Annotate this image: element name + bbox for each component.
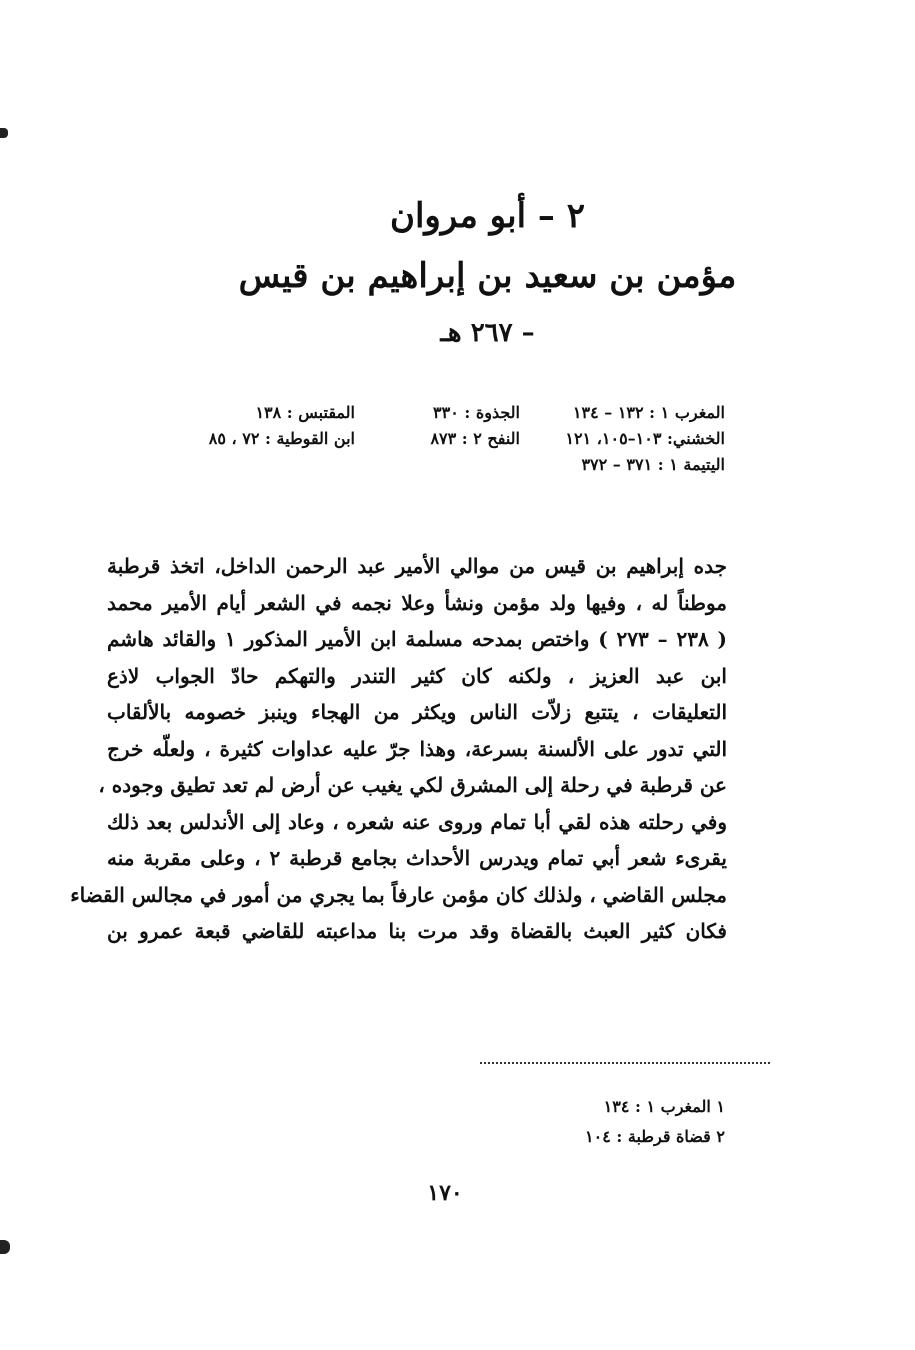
entry-death-year: – ٢٦٧ هـ: [440, 318, 535, 348]
source-ref: المقتبس : ١٣٨: [255, 403, 355, 422]
sources-row: [125, 452, 725, 478]
text-line: مجلس القاضي ، ولذلك كان مؤمن عارفاً بما يجري من أمور في مجالس القضاء: [70, 882, 727, 907]
source-ref: اليتيمة ١ : ٣٧١ – ٣٧٢: [581, 455, 725, 474]
footnotes: [325, 1092, 725, 1152]
text-line: ابن عبد العزيز ، ولكنه كان كثير التندر والتهكم حادّ الجواب لاذع: [107, 663, 727, 688]
sources-row: [125, 400, 725, 426]
source-ref: الخشني: ١٠٣–١٠٥، ١٢١: [565, 429, 725, 448]
page-number: ١٧٠: [427, 1180, 463, 1206]
source-ref: [125, 452, 355, 478]
text-line: ( ٢٣٨ – ٢٧٣ ) واختص بمدحه مسلمة ابن الأمير المذكور ١ والقائد هاشم: [107, 627, 727, 651]
scan-edge-mark: [0, 128, 8, 138]
text-line: عن قرطبة في رحلة إلى المشرق لكي يغيب عن أرض لم تعد تطيق وجوده ،: [98, 773, 727, 797]
text-line: التي تدور على الألسنة بسرعة، وهذا جرّ عليه عداوات كثيرة ، ولعلّه خرج: [107, 736, 727, 761]
text-line: يقرىء شعر أبي تمام ويدرس الأحداث بجامع قرطبة ٢ ، وعلى مقربة منه: [107, 846, 727, 870]
text-line: التعليقات ، يتتبع زلاّت الناس ويكثر من الهجاء وينبز خصومه بالألقاب: [107, 700, 727, 724]
sources-list: [125, 400, 725, 478]
source-ref: النفح ٢ : ٨٧٣: [430, 429, 520, 448]
source-ref: [355, 452, 520, 478]
text-line: فكان كثير العبث بالقضاة وقد مرت بنا مداعبته للقاضي قبعة عمرو بن: [107, 919, 727, 943]
biography-text: [70, 548, 727, 950]
source-ref: ابن القوطية : ٧٢ ، ٨٥: [208, 429, 355, 448]
footnote-divider: [480, 1062, 770, 1064]
source-ref: المغرب ١ : ١٣٢ – ١٣٤: [572, 403, 725, 422]
text-line: موطناً له ، وفيها ولد مؤمن ونشأ وعلا نجمه في الشعر أيام الأمير محمد: [107, 590, 727, 615]
sources-row: [125, 426, 725, 452]
text-line: جده إبراهيم بن قيس من موالي الأمير عبد الرحمن الداخل، اتخذ قرطبة: [107, 554, 727, 578]
footnote: ٢ قضاة قرطبة : ١٠٤: [585, 1127, 725, 1146]
entry-full-name: مؤمن بن سعيد بن إبراهيم بن قيس: [238, 256, 737, 296]
footnote: ١ المغرب ١ : ١٣٤: [603, 1097, 725, 1116]
scan-edge-mark: [0, 1240, 10, 1254]
source-ref: الجذوة : ٣٣٠: [433, 403, 520, 422]
text-line: وفي رحلته هذه لقي أبا تمام وروى عنه شعره ، وعاد إلى الأندلس بعد ذلك: [107, 809, 727, 834]
entry-title: ٢ – أبو مروان: [389, 196, 586, 236]
